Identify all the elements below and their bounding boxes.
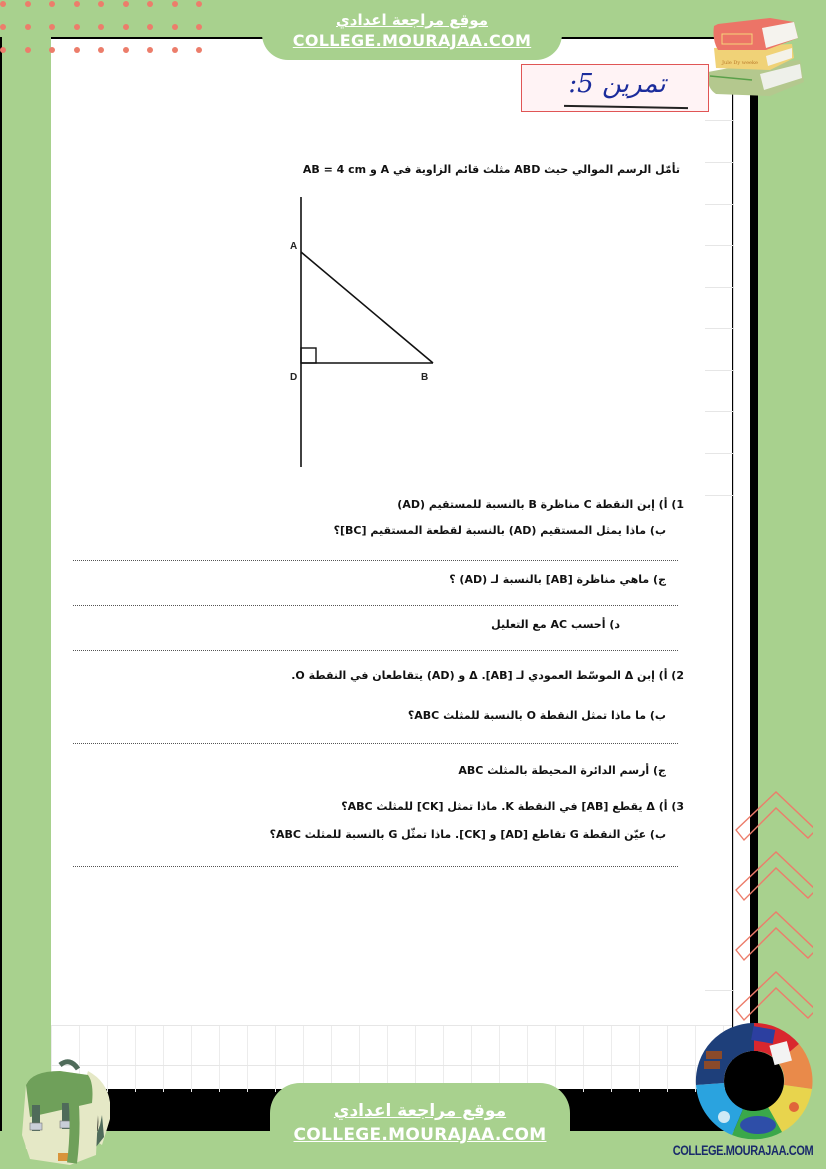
answer-line[interactable] — [73, 743, 678, 744]
question-1c: ج) ماهي مناظرة [AB] بالنسبة لـ (AD) ؟ — [449, 573, 666, 586]
margin-tick — [705, 495, 733, 496]
books-stack-icon — [700, 10, 810, 98]
svg-text:Jule Dy weeke: Jule Dy weeke — [722, 60, 758, 66]
triangle-figure — [280, 195, 450, 470]
chevron-decoration-icon — [733, 790, 813, 1030]
title-underline — [564, 105, 688, 109]
decorative-dots-row — [0, 1, 221, 7]
right-angle-marker — [301, 348, 316, 363]
label-D: D — [290, 372, 298, 383]
site-logo-icon[interactable] — [693, 1020, 815, 1142]
answer-line[interactable] — [73, 560, 678, 561]
question-2a: 2) أ) إبن Δ الموسّط العمودي لـ [AB]. Δ و (AD) يتقاطعان في النقطة O. — [291, 669, 684, 682]
margin-tick — [705, 453, 733, 454]
margin-tick — [705, 411, 733, 412]
answer-line[interactable] — [73, 650, 678, 651]
left-green-strip — [2, 37, 51, 1131]
margin-tick — [705, 328, 733, 329]
question-3a: 3) أ) Δ يقطع [AB] في النقطة K. ماذا تمثل [CK] للمثلث ABC؟ — [341, 800, 684, 813]
footer-banner[interactable] — [270, 1083, 570, 1169]
decorative-dots-row — [0, 24, 221, 30]
answer-line[interactable] — [73, 866, 678, 867]
backpack-icon — [10, 1055, 110, 1165]
label-B: B — [421, 372, 429, 383]
problem-intro: تأمّل الرسم الموالي حيث ABD مثلث قائم الزاوية في A و AB = 4 cm — [302, 163, 680, 176]
header-site-name[interactable]: موقع مراجعة اعدادي — [336, 11, 488, 29]
margin-tick — [705, 120, 733, 121]
grid-background — [51, 1025, 732, 1092]
exercise-title-box — [521, 64, 709, 112]
margin-tick — [705, 990, 733, 991]
decorative-dots-row — [0, 47, 221, 53]
footer-site-name[interactable]: موقع مراجعة اعدادي — [333, 1101, 507, 1121]
segment-AB — [301, 252, 433, 363]
label-A: A — [290, 241, 298, 252]
question-1d: د) أحسب AC مع التعليل — [491, 618, 620, 631]
margin-tick — [705, 287, 733, 288]
header-site-url[interactable]: COLLEGE.MOURAJAA.COM — [292, 31, 532, 50]
question-3b: ب) عيّن النقطة G تقاطع [AD] و [CK]. ماذا تمثّل G بالنسبة للمثلث ABC؟ — [269, 828, 666, 841]
header-banner[interactable] — [262, 0, 562, 60]
margin-tick — [705, 204, 733, 205]
answer-line[interactable] — [73, 605, 678, 606]
question-1b: ب) ماذا يمثل المستقيم (AD) بالنسبة لقطعة المستقيم [BC]؟ — [333, 524, 666, 537]
margin-tick — [705, 370, 733, 371]
margin-tick — [705, 245, 733, 246]
question-2c: ج) أرسم الدائرة المحيطة بالمثلث ABC — [458, 764, 666, 777]
logo-caption: COLLEGE.MOURAJAA.COM — [672, 1143, 814, 1159]
footer-site-url[interactable]: COLLEGE.MOURAJAA.COM — [293, 1125, 547, 1145]
question-2b: ب) ما ماذا تمثل النقطة O بالنسبة للمثلث ABC؟ — [407, 709, 666, 722]
margin-tick — [705, 162, 733, 163]
exercise-title: تمرين 5: — [568, 69, 666, 99]
question-1a: 1) أ) إبن النقطة C مناظرة B بالنسبة للمستقيم (AD) — [397, 498, 684, 511]
